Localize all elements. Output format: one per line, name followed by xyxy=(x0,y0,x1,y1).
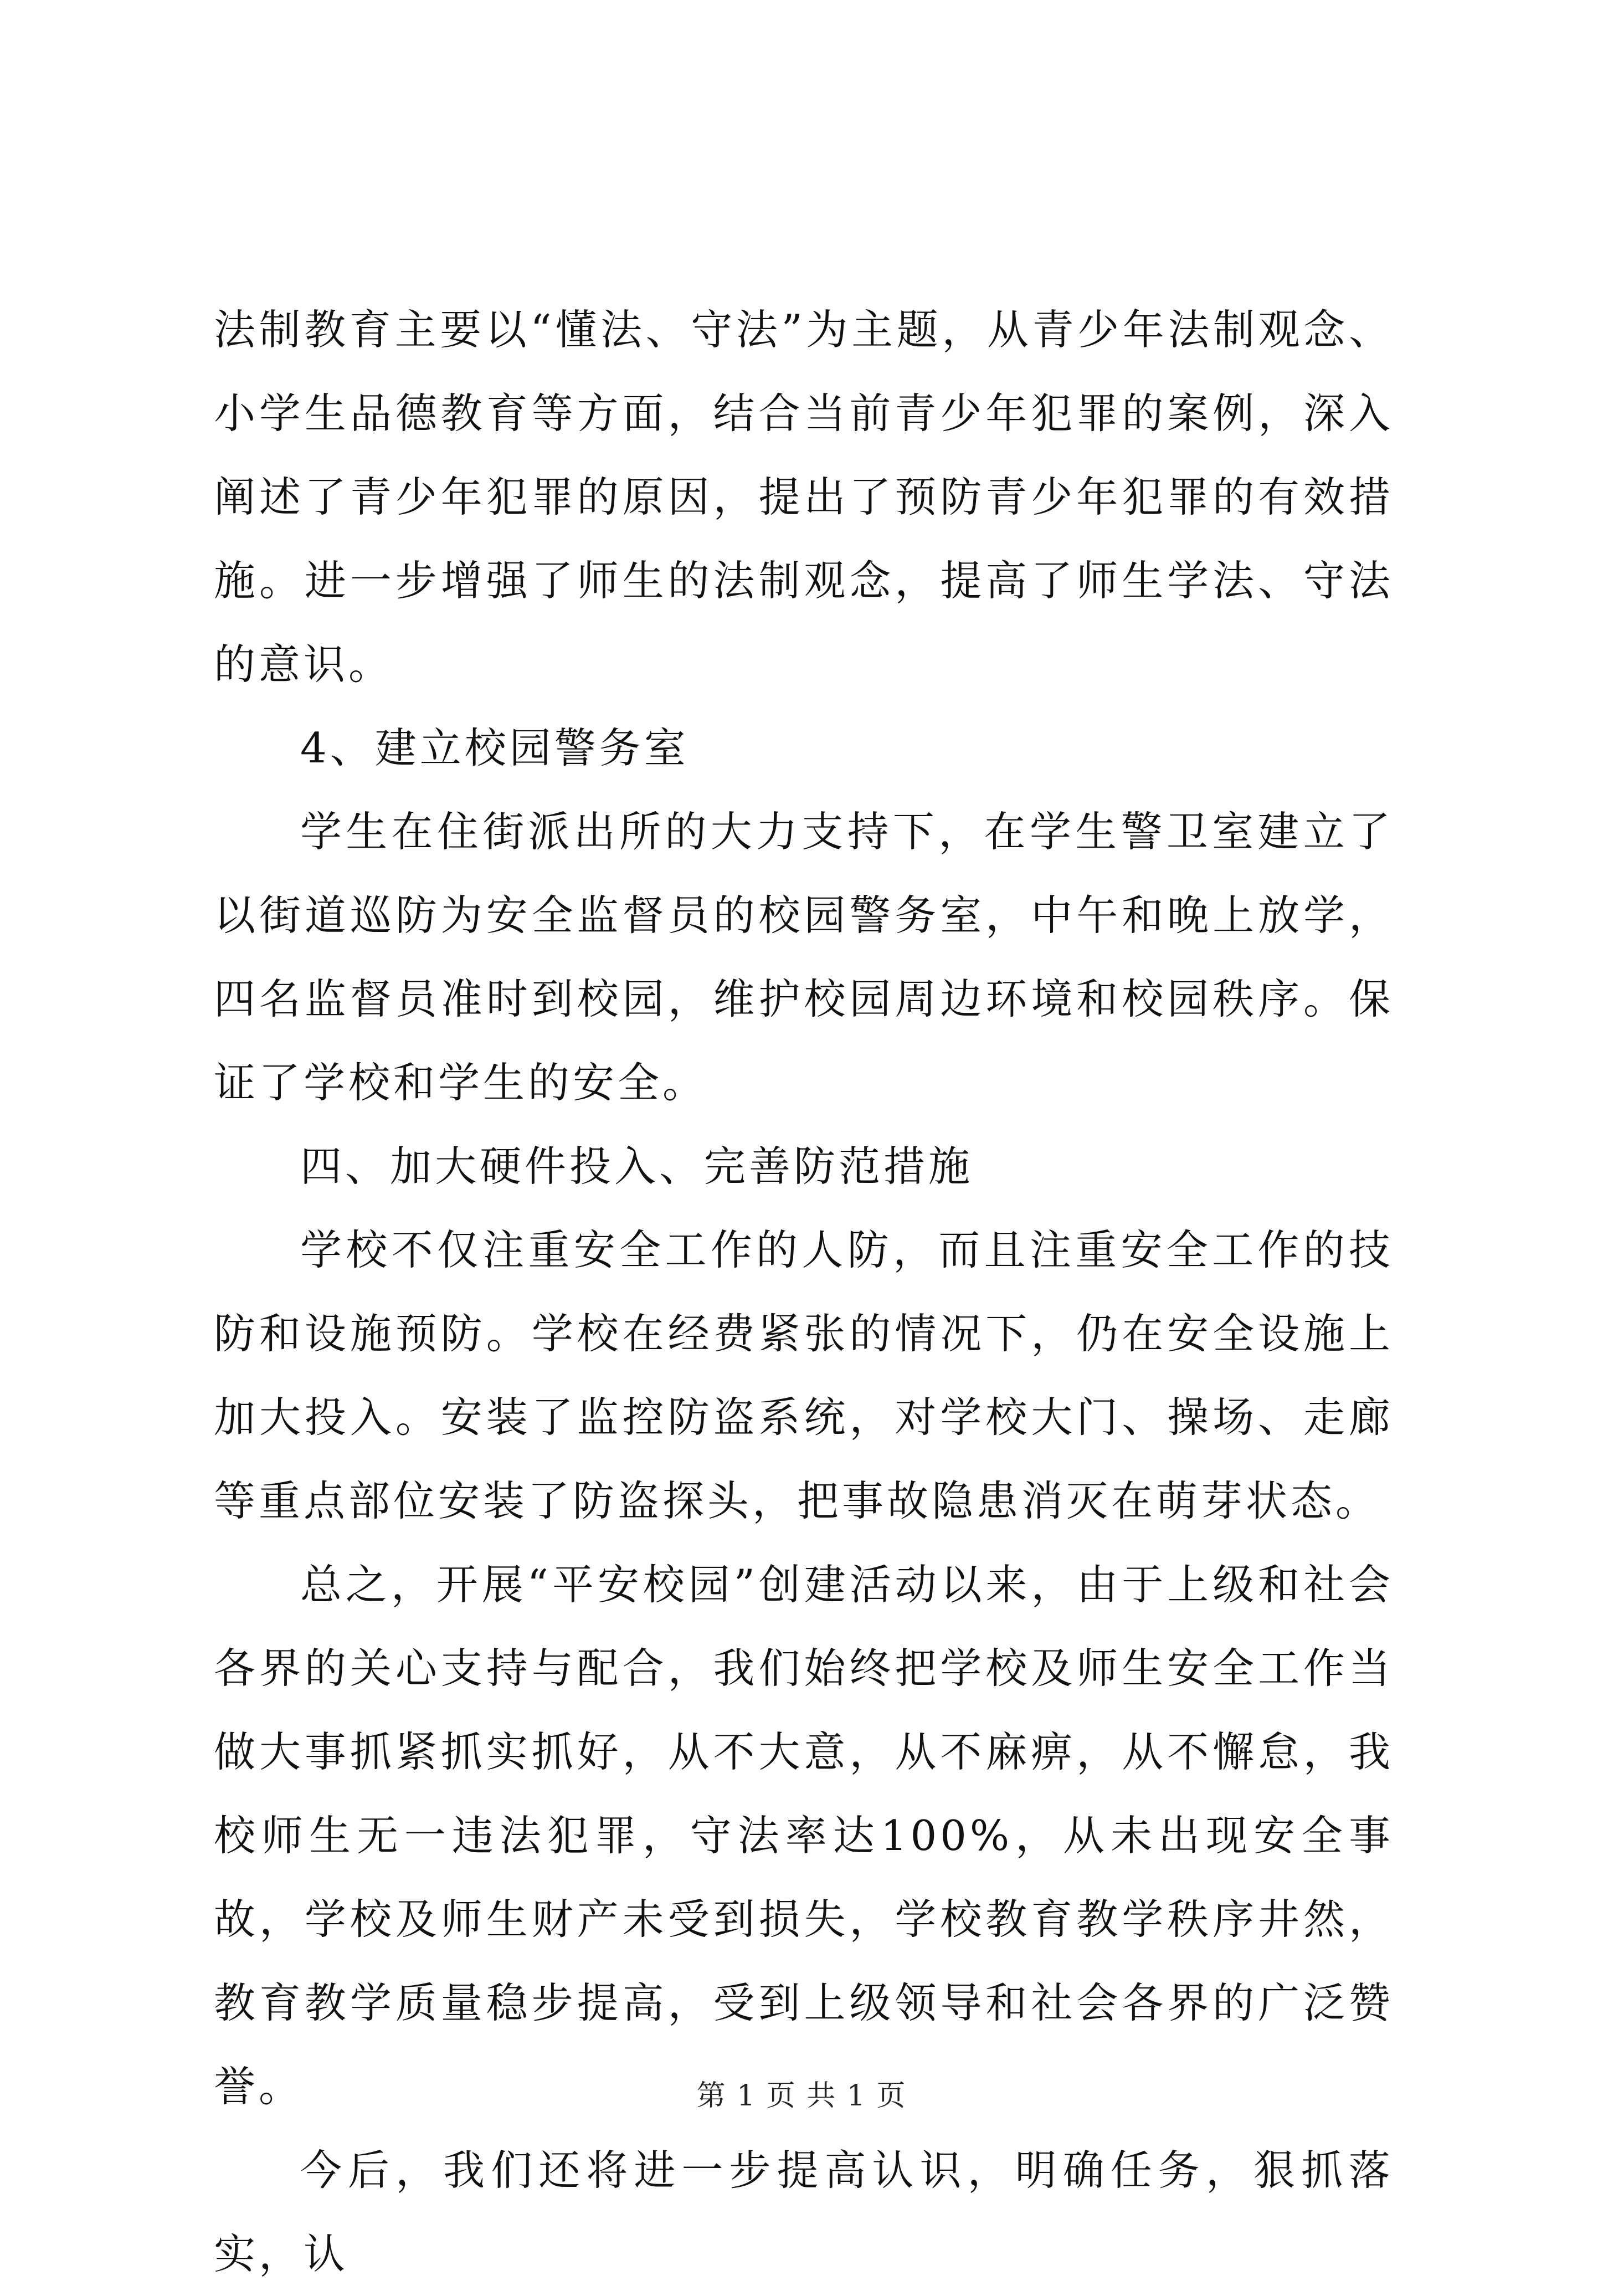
paragraph-summary: 总之，开展“平安校园”创建活动以来，由于上级和社会各界的关心支持与配合，我们始终把学校及师生安全工作当做大事抓紧抓实抓好，从不大意，从不麻痹，从不懈怠，我校师生无一违法犯罪，守法率达100%，从未出现安全事故，学校及师生财产未受到损失，学校教育教学秩序井然，教育教学质量稳步提高，受到上级领导和社会各界的广泛赞誉。 xyxy=(214,1560,1394,2111)
paragraph-campus-police-office: 学生在住街派出所的大力支持下，在学生警卫室建立了以街道巡防为安全监督员的校园警务室，中午和晚上放学，四名监督员准时到校园，维护校园周边环境和校园秩序。保证了学校和学生的安全。 xyxy=(214,807,1394,1107)
paragraph-hardware-investment: 学校不仅注重安全工作的人防，而且注重安全工作的技防和设施预防。学校在经费紧张的情况下，仍在安全设施上加大投入。安装了监控防盗系统，对学校大门、操场、走廊等重点部位安装了防盗探头，把事故隐患消灭在萌芽状态。 xyxy=(214,1226,1394,1525)
heading-campus-police-office: 4、建立校园警务室 xyxy=(300,724,689,772)
paragraph-legal-education: 法制教育主要以“懂法、守法”为主题，从青少年法制观念、小学生品德教育等方面，结合当前青少年犯罪的案例，深入阐述了青少年犯罪的原因，提出了预防青少年犯罪的有效措施。进一步增强了师生的法制观念，提高了师生学法、守法的意识。 xyxy=(214,305,1394,689)
document-body xyxy=(214,288,1394,2296)
page-footer: 第 1 页 共 1 页 xyxy=(696,2079,907,2113)
paragraph-future-plans: 今后，我们还将进一步提高认识，明确任务，狠抓落实，认 xyxy=(214,2146,1394,2278)
heading-hardware-investment: 四、加大硬件投入、完善防范措施 xyxy=(300,1142,974,1191)
